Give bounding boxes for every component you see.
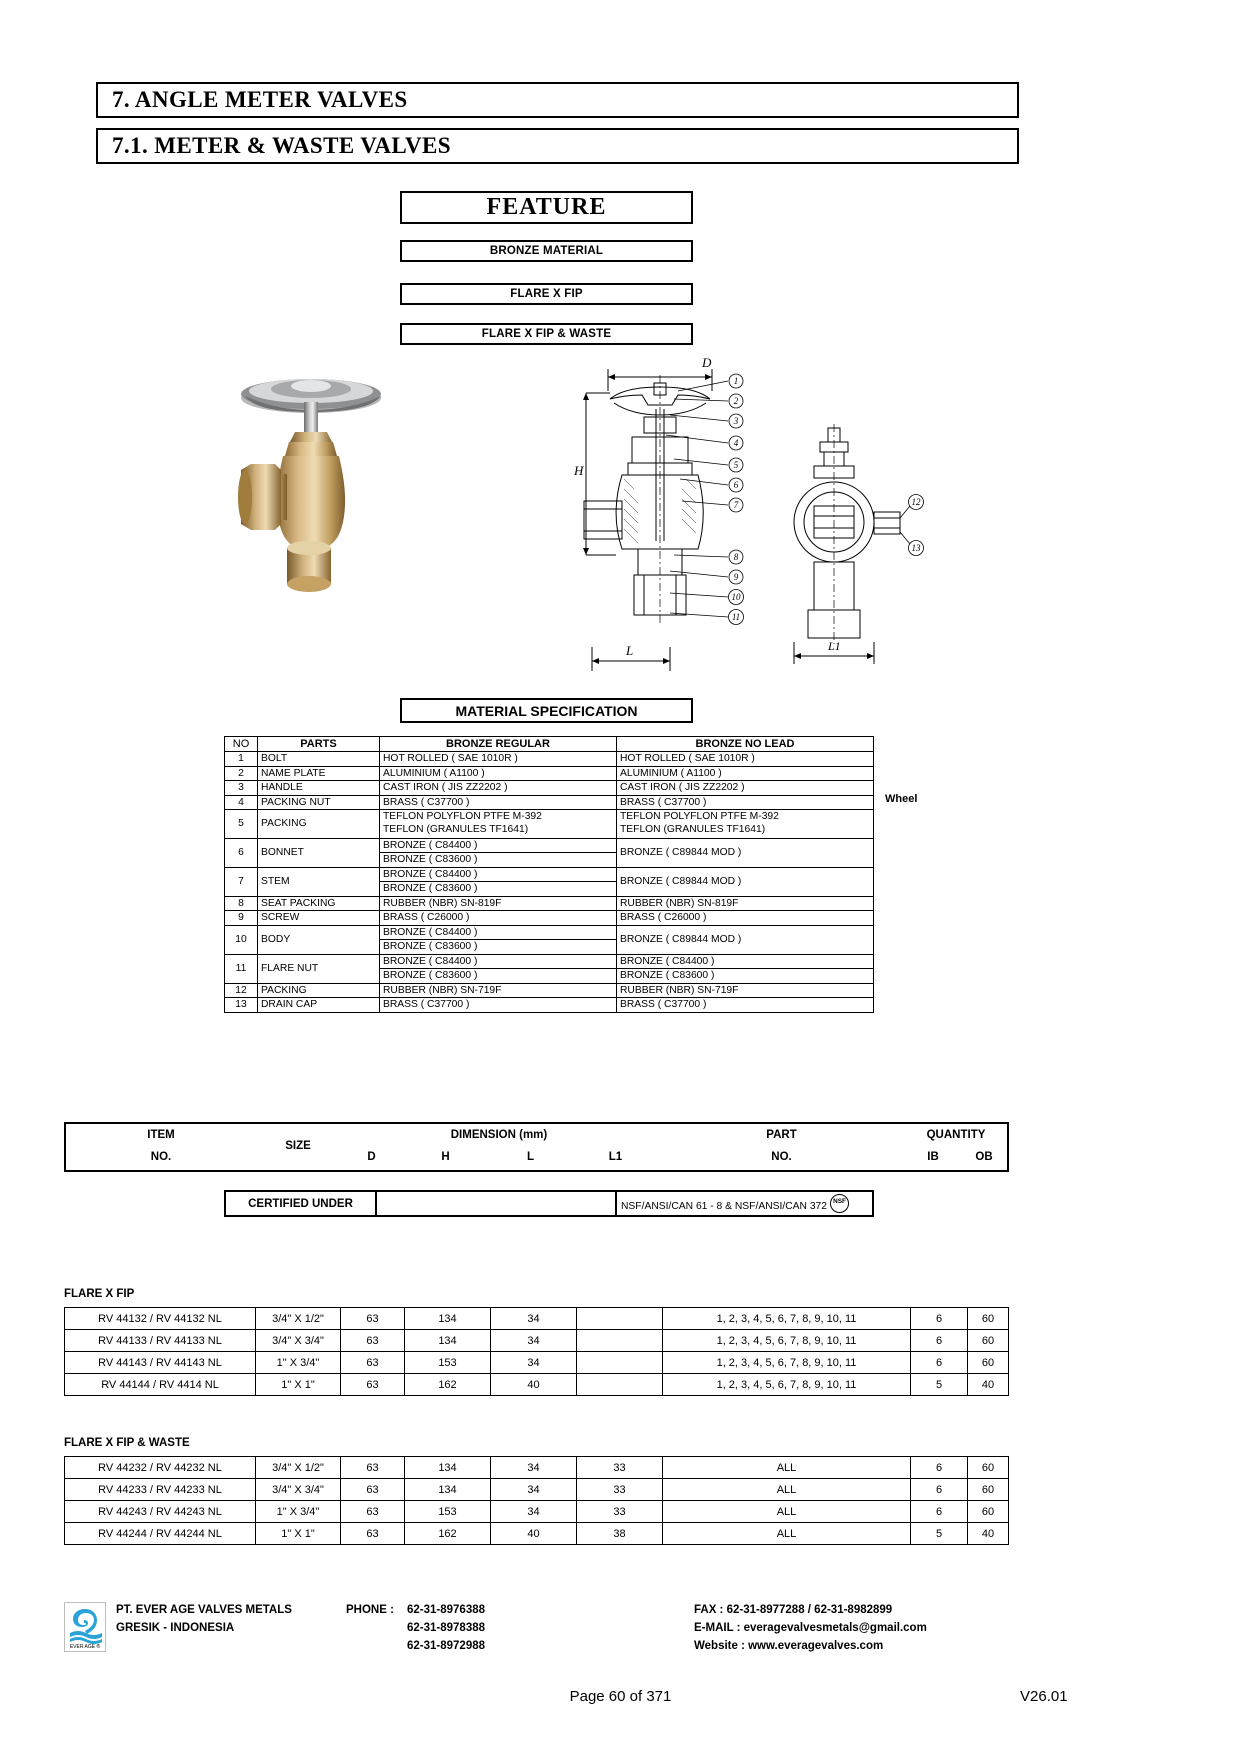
table-row [225, 766, 874, 781]
wheel-annotation: Wheel [885, 793, 918, 805]
callout-balloon [729, 478, 743, 492]
cell-no: 13 [225, 998, 258, 1013]
table-row [225, 896, 874, 911]
header-ob: OB [975, 1151, 993, 1163]
section-heading-7-1-label: 7.1. METER & WASTE VALVES [112, 133, 451, 158]
certified-regular-cell [376, 1191, 616, 1216]
table-row [65, 1352, 1009, 1374]
page-number: Page 60 of 371 [569, 1688, 672, 1705]
table-row [65, 1330, 1009, 1352]
callout-balloon [729, 610, 744, 625]
table-row [65, 1479, 1009, 1501]
cell-item-no: RV 44132 / RV 44132 NL [65, 1308, 256, 1330]
cell-ob: 60 [968, 1479, 1009, 1501]
table-row [225, 998, 874, 1013]
cell-bronze-no-lead: BRASS ( C26000 ) [617, 911, 874, 926]
cell-bronze-no-lead: BRONZE ( C89844 MOD ) [617, 838, 874, 867]
material-specification-label: MATERIAL SPECIFICATION [455, 702, 638, 719]
cell-l1: 33 [577, 1457, 663, 1479]
cell-l: 34 [491, 1501, 577, 1523]
cell-no: 9 [225, 911, 258, 926]
table-row [225, 1191, 873, 1216]
table-row [225, 983, 874, 998]
cell-size: 3/4" X 1/2" [256, 1457, 341, 1479]
header-size: SIZE [285, 1140, 311, 1152]
table-row [65, 1501, 1009, 1523]
cell-h: 162 [405, 1374, 491, 1396]
certified-standards-text: NSF/ANSI/CAN 61 - 8 & NSF/ANSI/CAN 372 [621, 1201, 827, 1212]
svg-text:2: 2 [733, 396, 739, 406]
callout-balloon [729, 550, 743, 564]
footer-phone-3: 62-31-8972988 [407, 1640, 486, 1652]
cell-ib: 6 [911, 1457, 968, 1479]
callout-balloon [909, 541, 924, 556]
cell-part-no: 1, 2, 3, 4, 5, 6, 7, 8, 9, 10, 11 [663, 1352, 911, 1374]
callout-balloon [729, 570, 743, 584]
cell-no: 8 [225, 896, 258, 911]
cell-bronze-regular: TEFLON POLYFLON PTFE M-392 TEFLON (GRANULES TF1641) [380, 810, 617, 838]
header-item: ITEM [147, 1129, 175, 1141]
material-specification-table [224, 736, 874, 1013]
callout-balloon [729, 498, 743, 512]
cell-no: 1 [225, 752, 258, 767]
cell-no: 7 [225, 867, 258, 896]
cell-bronze-regular: BRONZE ( C84400 ) BRONZE ( C83600 ) [380, 954, 617, 983]
table-row [65, 1523, 1009, 1545]
callout-balloon [909, 495, 924, 510]
table-row [225, 781, 874, 796]
cell-bronze-no-lead: CAST IRON ( JIS ZZ2202 ) [617, 781, 874, 796]
svg-text:12: 12 [911, 497, 921, 507]
cell-ob: 60 [968, 1352, 1009, 1374]
header-l: L [526, 1151, 535, 1163]
table-row [65, 1308, 1009, 1330]
cell-no: 4 [225, 795, 258, 810]
cell-h: 134 [405, 1308, 491, 1330]
table-row [225, 954, 874, 983]
valve-body-graphic [277, 456, 345, 550]
header-part: PART [766, 1129, 797, 1141]
col-no: NO [225, 737, 258, 752]
nsf-mark-icon [830, 1194, 849, 1213]
group-label-flare-x-fip: FLARE X FIP [64, 1288, 135, 1300]
cell-bronze-no-lead: HOT ROLLED ( SAE 1010R ) [617, 752, 874, 767]
cell-part: PACKING [258, 983, 380, 998]
feature-item-flare-x-fip-waste [400, 323, 693, 345]
cell-part-no: 1, 2, 3, 4, 5, 6, 7, 8, 9, 10, 11 [663, 1308, 911, 1330]
cell-h: 134 [405, 1479, 491, 1501]
cell-part: STEM [258, 867, 380, 896]
svg-text:9: 9 [733, 572, 739, 582]
section-heading-7-label: 7. ANGLE METER VALVES [112, 87, 408, 112]
group-label-flare-x-fip-waste: FLARE X FIP & WASTE [64, 1437, 190, 1449]
document-version: V26.01 [1020, 1688, 1068, 1705]
cell-no: 12 [225, 983, 258, 998]
callout-balloon [729, 590, 744, 605]
table-row [225, 810, 874, 838]
callout-balloon [729, 458, 743, 472]
col-bronze-regular: BRONZE REGULAR [380, 737, 617, 752]
cell-d: 63 [341, 1330, 405, 1352]
material-specification-title [400, 698, 693, 723]
certified-under-label: CERTIFIED UNDER [225, 1191, 376, 1216]
callout-balloon [729, 414, 743, 428]
cell-part-no: 1, 2, 3, 4, 5, 6, 7, 8, 9, 10, 11 [663, 1374, 911, 1396]
cell-size: 3/4" X 3/4" [256, 1330, 341, 1352]
footer-website: Website : www.everagevalves.com [694, 1640, 884, 1652]
header-h: H [441, 1151, 450, 1163]
cell-ib: 5 [911, 1523, 968, 1545]
cell-bronze-regular: RUBBER (NBR) SN-819F [380, 896, 617, 911]
footer-phone-1: 62-31-8976388 [407, 1604, 486, 1616]
cell-l: 34 [491, 1457, 577, 1479]
callout-balloon [729, 374, 743, 388]
cell-ob: 60 [968, 1308, 1009, 1330]
svg-text:7: 7 [733, 500, 739, 510]
cell-no: 10 [225, 925, 258, 954]
cell-ob: 40 [968, 1374, 1009, 1396]
cell-d: 63 [341, 1523, 405, 1545]
svg-text:5: 5 [733, 460, 739, 470]
cell-d: 63 [341, 1352, 405, 1374]
bonnet-graphic [285, 442, 337, 456]
table-row [225, 838, 874, 867]
cell-size: 1" X 3/4" [256, 1352, 341, 1374]
cell-bronze-regular: BRASS ( C26000 ) [380, 911, 617, 926]
table-row [225, 795, 874, 810]
cell-l1 [577, 1374, 663, 1396]
cell-h: 153 [405, 1352, 491, 1374]
table-row [225, 752, 874, 767]
svg-text:11: 11 [731, 612, 741, 622]
header-quantity: QUANTITY [926, 1129, 986, 1141]
callout-balloon [729, 436, 743, 450]
cell-l1 [577, 1352, 663, 1374]
svg-text:8: 8 [733, 552, 739, 562]
cell-bronze-no-lead: ALUMINIUM ( A1100 ) [617, 766, 874, 781]
cell-l: 40 [491, 1523, 577, 1545]
footer-fax: FAX : 62-31-8977288 / 62-31-8982899 [694, 1604, 893, 1616]
cell-item-no: RV 44133 / RV 44133 NL [65, 1330, 256, 1352]
svg-text:6: 6 [733, 480, 739, 490]
cell-l1: 38 [577, 1523, 663, 1545]
cell-ib: 6 [911, 1479, 968, 1501]
callout-balloon [729, 394, 743, 408]
cell-item-no: RV 44233 / RV 44233 NL [65, 1479, 256, 1501]
cell-l1: 33 [577, 1501, 663, 1523]
cell-part: HANDLE [258, 781, 380, 796]
col-parts: PARTS [258, 737, 380, 752]
section-heading-7-1 [96, 128, 1019, 164]
svg-text:4: 4 [733, 438, 739, 448]
feature-item-label: BRONZE MATERIAL [489, 245, 604, 257]
cell-part: FLARE NUT [258, 954, 380, 983]
cell-part-no: ALL [663, 1457, 911, 1479]
cell-ib: 6 [911, 1330, 968, 1352]
table-row [65, 1457, 1009, 1479]
feature-title-box [400, 191, 693, 224]
cell-part: BONNET [258, 838, 380, 867]
feature-item-bronze-material [400, 240, 693, 262]
cell-bronze-regular: BRONZE ( C84400 ) BRONZE ( C83600 ) [380, 867, 617, 896]
cell-ob: 60 [968, 1457, 1009, 1479]
cell-ob: 40 [968, 1523, 1009, 1545]
cell-no: 11 [225, 954, 258, 983]
cell-bronze-no-lead: BRONZE ( C84400 ) BRONZE ( C83600 ) [617, 954, 874, 983]
cell-h: 162 [405, 1523, 491, 1545]
cell-part-no: ALL [663, 1479, 911, 1501]
cell-h: 134 [405, 1330, 491, 1352]
cell-size: 3/4" X 1/2" [256, 1308, 341, 1330]
company-logo [64, 1602, 106, 1652]
cell-ob: 60 [968, 1501, 1009, 1523]
cell-part: DRAIN CAP [258, 998, 380, 1013]
cell-bronze-no-lead: TEFLON POLYFLON PTFE M-392 TEFLON (GRANULES TF1641) [617, 810, 874, 838]
cell-part: NAME PLATE [258, 766, 380, 781]
section-heading-7 [96, 82, 1019, 118]
footer-email: E-MAIL : everagevalvesmetals@gmail.com [694, 1622, 927, 1634]
table-row [225, 925, 874, 954]
logo-caption: EVER AGE ® [69, 1644, 101, 1649]
feature-item-flare-x-fip [400, 283, 693, 305]
dimension-table-flare-x-fip-waste [64, 1456, 1009, 1545]
cell-no: 2 [225, 766, 258, 781]
cell-part: BOLT [258, 752, 380, 767]
cell-part: PACKING NUT [258, 795, 380, 810]
cell-part-no: ALL [663, 1501, 911, 1523]
cell-ob: 60 [968, 1330, 1009, 1352]
footer-company-name: PT. EVER AGE VALVES METALS [116, 1604, 292, 1616]
svg-text:13: 13 [911, 543, 921, 553]
cell-item-no: RV 44143 / RV 44143 NL [65, 1352, 256, 1374]
table-row [225, 911, 874, 926]
cell-h: 153 [405, 1501, 491, 1523]
cell-bronze-regular: ALUMINIUM ( A1100 ) [380, 766, 617, 781]
footer-location: GRESIK - INDONESIA [116, 1622, 235, 1634]
cell-bronze-no-lead: RUBBER (NBR) SN-719F [617, 983, 874, 998]
cell-bronze-regular: CAST IRON ( JIS ZZ2202 ) [380, 781, 617, 796]
table-row [225, 867, 874, 896]
cell-size: 1" X 1" [256, 1374, 341, 1396]
header-d: D [367, 1151, 376, 1163]
certified-under-table [224, 1190, 874, 1217]
header-dimension: DIMENSION (mm) [450, 1129, 548, 1141]
cell-h: 134 [405, 1457, 491, 1479]
cell-ib: 6 [911, 1352, 968, 1374]
cell-l: 40 [491, 1374, 577, 1396]
footer-phone-2: 62-31-8978388 [407, 1622, 486, 1634]
cell-size: 3/4" X 3/4" [256, 1479, 341, 1501]
cell-item-no: RV 44232 / RV 44232 NL [65, 1457, 256, 1479]
header-l1: L1 [608, 1151, 623, 1163]
cell-size: 1" X 1" [256, 1523, 341, 1545]
cell-l: 34 [491, 1479, 577, 1501]
svg-text:10: 10 [731, 592, 741, 602]
svg-text:1: 1 [733, 376, 739, 386]
svg-text:3: 3 [733, 416, 739, 426]
cell-no: 5 [225, 810, 258, 838]
certified-nolead-cell [616, 1191, 873, 1216]
cell-bronze-regular: BRONZE ( C84400 ) BRONZE ( C83600 ) [380, 838, 617, 867]
dimension-table-flare-x-fip [64, 1307, 1009, 1396]
feature-title-label: FEATURE [486, 194, 607, 220]
dimension-label-h: H [574, 463, 584, 478]
cell-bronze-regular: RUBBER (NBR) SN-719F [380, 983, 617, 998]
cell-l: 34 [491, 1308, 577, 1330]
cell-bronze-no-lead: BRASS ( C37700 ) [617, 795, 874, 810]
cell-bronze-no-lead: BRONZE ( C89844 MOD ) [617, 925, 874, 954]
cell-l1 [577, 1308, 663, 1330]
cell-l: 34 [491, 1330, 577, 1352]
cell-no: 3 [225, 781, 258, 796]
cell-bronze-no-lead: BRONZE ( C89844 MOD ) [617, 867, 874, 896]
handwheel-graphic [241, 379, 381, 432]
packing-nut-graphic [290, 432, 332, 442]
cell-part: SEAT PACKING [258, 896, 380, 911]
cell-d: 63 [341, 1374, 405, 1396]
cell-bronze-no-lead: BRASS ( C37700 ) [617, 998, 874, 1013]
cell-item-no: RV 44243 / RV 44243 NL [65, 1501, 256, 1523]
table-header-row [225, 737, 874, 752]
cell-part: BODY [258, 925, 380, 954]
cell-part: PACKING [258, 810, 380, 838]
dimension-label-l: L [626, 643, 634, 658]
cell-part-no: 1, 2, 3, 4, 5, 6, 7, 8, 9, 10, 11 [663, 1330, 911, 1352]
cell-no: 6 [225, 838, 258, 867]
cell-size: 1" X 3/4" [256, 1501, 341, 1523]
feature-item-label: FLARE X FIP & WASTE [481, 328, 612, 340]
dimension-label-l1: L1 [828, 639, 841, 653]
header-ib: IB [927, 1151, 939, 1163]
cell-d: 63 [341, 1501, 405, 1523]
cell-part-no: ALL [663, 1523, 911, 1545]
cell-ib: 6 [911, 1501, 968, 1523]
cell-d: 63 [341, 1457, 405, 1479]
col-bronze-no-lead: BRONZE NO LEAD [617, 737, 874, 752]
cell-bronze-regular: BRASS ( C37700 ) [380, 795, 617, 810]
cell-ib: 6 [911, 1308, 968, 1330]
cell-bronze-no-lead: RUBBER (NBR) SN-819F [617, 896, 874, 911]
cell-d: 63 [341, 1479, 405, 1501]
cell-bronze-regular: HOT ROLLED ( SAE 1010R ) [380, 752, 617, 767]
cell-l1: 33 [577, 1479, 663, 1501]
table-row [65, 1374, 1009, 1396]
cell-bronze-regular: BRONZE ( C84400 ) BRONZE ( C83600 ) [380, 925, 617, 954]
cell-item-no: RV 44244 / RV 44244 NL [65, 1523, 256, 1545]
cell-l: 34 [491, 1352, 577, 1374]
cell-bronze-regular: BRASS ( C37700 ) [380, 998, 617, 1013]
cell-item-no: RV 44144 / RV 4414 NL [65, 1374, 256, 1396]
dimension-table-header [64, 1122, 1009, 1172]
valve-product-photo [215, 358, 405, 658]
ever-age-logo-icon [67, 1605, 103, 1649]
cell-ib: 5 [911, 1374, 968, 1396]
footer-phone-label: PHONE : [346, 1604, 394, 1616]
header-item-no: NO. [150, 1151, 172, 1163]
cell-l1 [577, 1330, 663, 1352]
cell-d: 63 [341, 1308, 405, 1330]
feature-item-label: FLARE X FIP [510, 288, 583, 300]
header-part-no: NO. [771, 1151, 792, 1163]
valve-side-view-drawing [770, 420, 930, 670]
dimension-label-d: D [702, 355, 712, 370]
cell-part: SCREW [258, 911, 380, 926]
